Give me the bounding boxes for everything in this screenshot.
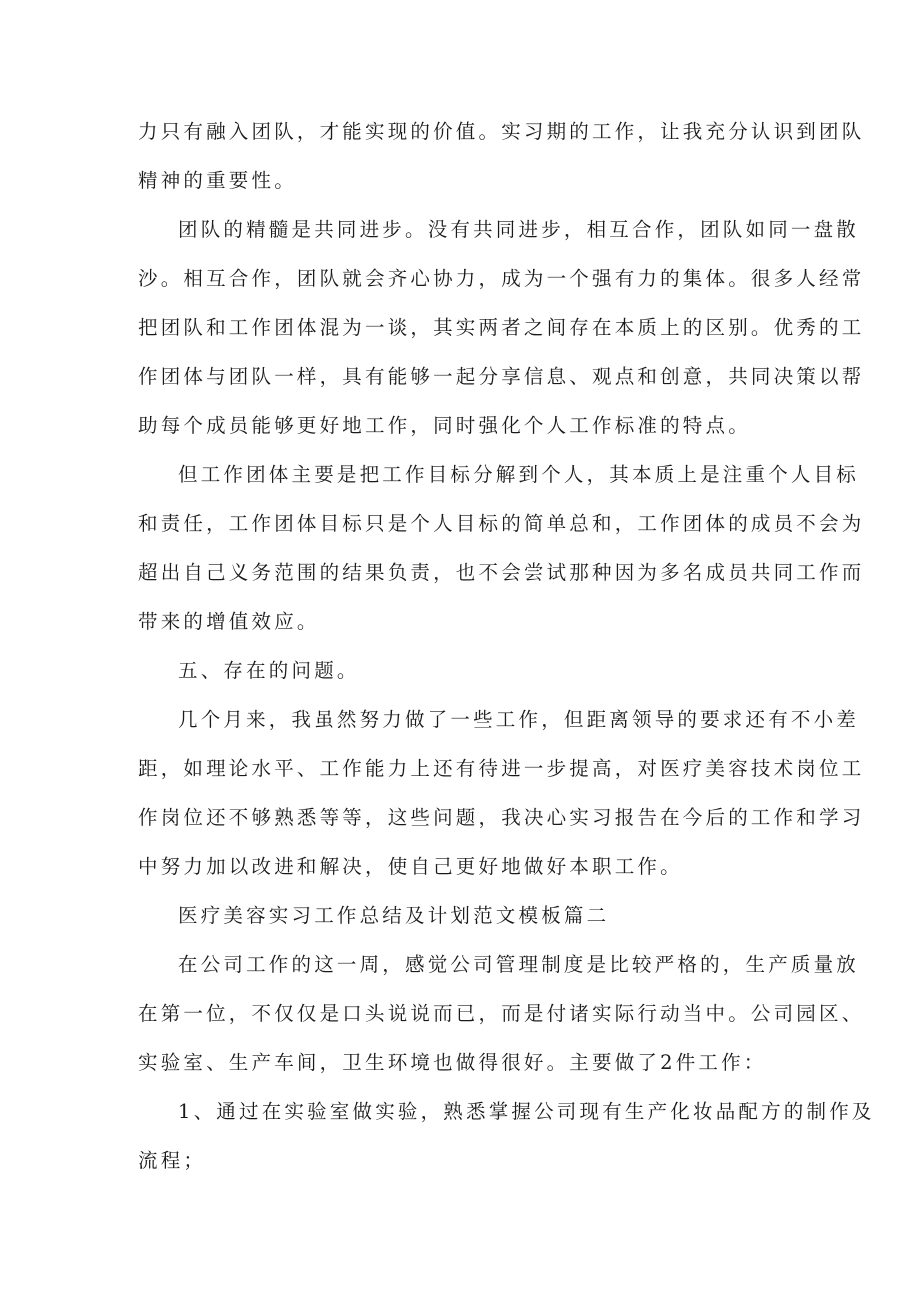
- text-line: 距，如理论水平、工作能力上还有待进一步提高，对医疗美容技术岗位工: [138, 757, 865, 780]
- text-line: 力只有融入团队，才能实现的价值。实习期的工作，让我充分认识到团队: [138, 120, 865, 143]
- text-line: 沙。相互合作，团队就会齐心协力，成为一个强有力的集体。很多人经常: [138, 267, 865, 290]
- text-line: 流程；: [138, 1149, 207, 1172]
- text-line: 和责任，工作团体目标只是个人目标的简单总和，工作团体的成员不会为: [138, 512, 865, 535]
- text-line: 实验室、生产车间，卫生环境也做得很好。主要做了2件工作：: [138, 1051, 767, 1074]
- section-heading: 五、存在的问题。: [178, 659, 360, 682]
- text-line: 团队的精髓是共同进步。没有共同进步，相互合作，团队如同一盘散: [178, 218, 860, 241]
- text-line: 精神的重要性。: [138, 169, 297, 192]
- text-line: 把团队和工作团体混为一谈，其实两者之间存在本质上的区别。优秀的工: [138, 316, 865, 339]
- text-line: 几个月来，我虽然努力做了一些工作，但距离领导的要求还有不小差: [178, 708, 860, 731]
- text-line: 在公司工作的这一周，感觉公司管理制度是比较严格的，生产质量放: [178, 953, 860, 976]
- text-line: 带来的增值效应。: [138, 610, 320, 633]
- text-line: 助每个成员能够更好地工作，同时强化个人工作标准的特点。: [138, 414, 751, 437]
- text-line: 中努力加以改进和解决，使自己更好地做好本职工作。: [138, 855, 683, 878]
- text-line: 作岗位还不够熟悉等等，这些问题，我决心实习报告在今后的工作和学习: [138, 806, 865, 829]
- text-line: 但工作团体主要是把工作目标分解到个人，其本质上是注重个人目标: [178, 463, 860, 486]
- section-title: 医疗美容实习工作总结及计划范文模板篇二: [178, 904, 610, 927]
- list-item: 1、通过在实验室做实验，熟悉掌握公司现有生产化妆品配方的制作及: [178, 1100, 875, 1123]
- text-line: 超出自己义务范围的结果负责，也不会尝试那种因为多名成员共同工作而: [138, 561, 865, 584]
- text-line: 在第一位，不仅仅是口头说说而已，而是付诸实际行动当中。公司园区、: [138, 1002, 865, 1025]
- text-line: 作团体与团队一样，具有能够一起分享信息、观点和创意，共同决策以帮: [138, 365, 865, 388]
